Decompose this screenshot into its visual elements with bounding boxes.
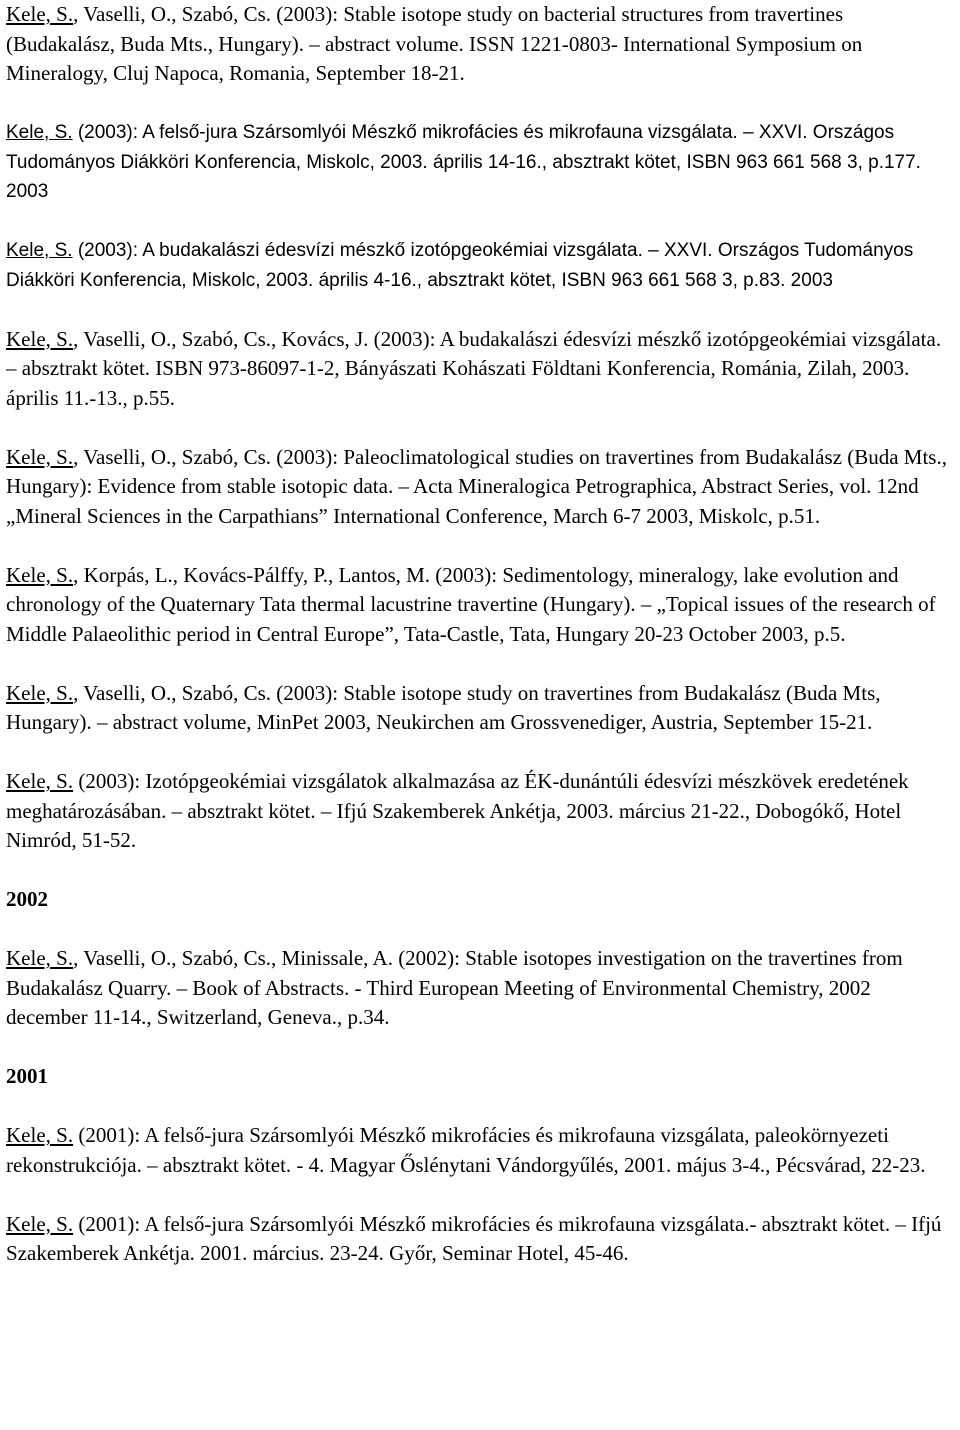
reference-entry [6, 767, 954, 856]
reference-entry [6, 1210, 954, 1269]
reference-text: , Vaselli, O., Szabó, Cs., Minissale, A. (2002): Stable isotopes investigation on the travertines from Budakalász Quarry. – Book of Abstracts. - Third European Meeting of Environmental Chemistry, 2002 december 11-14., Switzerland, Geneva., p.34. [6, 946, 903, 1029]
reference-text: , Vaselli, O., Szabó, Cs. (2003): Stable isotope study on travertines from Budakalász (Buda Mts, Hungary). – abstract volume, MinPet 2003, Neukirchen am Grossvenediger, Austria, September 15-21. [6, 680, 881, 734]
reference-text: , Vaselli, O., Szabó, Cs. (2003): Stable isotope study on bacterial structures from travertines (Budakalász, Buda Mts., Hungary). – abstract volume. ISSN 1221-0803- International Symposium on Mineralogy, Cluj Napoca, Romania, September 18-21. [6, 2, 863, 85]
reference-text: , Vaselli, O., Szabó, Cs., Kovács, J. (2003): A budakalászi édesvízi mészkő izotópgeokémiai vizsgálata. – absztrakt kötet. ISBN 973-86097-1-2, Bányászati Kohászati Földtani Konferencia, Románia, Zilah, 2003. április 11.-13., p.55. [6, 326, 942, 410]
reference-entry [6, 443, 954, 532]
author-link[interactable]: Kele, S. [6, 122, 73, 143]
author-link[interactable]: Kele, S. [6, 1123, 74, 1147]
year-heading: 2001 [6, 1064, 48, 1088]
reference-text: (2003): A felső-jura Szársomlyói Mészkő mikrofácies és mikrofauna vizsgálata. – XXVI. Országos Tudományos Diákköri Konferencia, Miskolc, 2003. április 14-16., absztrakt kötet, ISBN 963 661 568 3, p.177. 2003 [6, 122, 921, 202]
reference-text: (2003): A budakalászi édesvízi mészkő izotópgeokémiai vizsgálata. – XXVI. Országos Tudományos Diákköri Konferencia, Miskolc, 2003. április 4-16., absztrakt kötet, ISBN 963 661 568 3, p.83. 2003 [6, 240, 914, 291]
reference-entry [6, 1121, 954, 1180]
author-link[interactable]: Kele, S. [6, 1211, 74, 1236]
reference-text: , Vaselli, O., Szabó, Cs. (2003): Paleoclimatological studies on travertines from Budakalász (Buda Mts., Hungary): Evidence from stable isotopic data. – Acta Mineralogica Petrographica, Abstract Series, vol. 12nd „Mineral Sciences in the Carpathians” International Conference, March 6-7 2003, Miskolc, p.51. [6, 444, 947, 528]
author-link[interactable]: Kele, S. [6, 946, 74, 970]
reference-entry [6, 118, 954, 207]
reference-entry [6, 561, 954, 650]
reference-text: (2003): Izotópgeokémiai vizsgálatok alkalmazása az ÉK-dunántúli édesvízi mészkövek eredetének meghatározásában. – absztrakt kötet. – Ifjú Szakemberek Ankétja, 2003. március 21-22., Dobogókő, Hotel Nimród, 51-52. [6, 769, 909, 852]
reference-entry [6, 944, 954, 1033]
author-link[interactable]: Kele, S. [6, 680, 74, 705]
reference-entry [6, 0, 954, 89]
author-link[interactable]: Kele, S. [6, 562, 74, 587]
reference-entry [6, 325, 954, 414]
reference-text: (2001): A felső-jura Szársomlyói Mészkő mikrofácies és mikrofauna vizsgálata.- absztrakt kötet. – Ifjú Szakemberek Ankétja. 2001. március. 23-24. Győr, Seminar Hotel, 45-46. [6, 1211, 942, 1265]
author-link[interactable]: Kele, S. [6, 2, 74, 26]
author-link[interactable]: Kele, S. [6, 769, 74, 793]
author-link[interactable]: Kele, S. [6, 326, 74, 351]
reference-text: , Korpás, L., Kovács-Pálffy, P., Lantos, M. (2003): Sedimentology, mineralogy, lake evolution and chronology of the Quaternary Tata thermal lacustrine travertine (Hungary). – „Topical issues of the research of Middle Palaeolithic period in Central Europe”, Tata-Castle, Tata, Hungary 20-23 October 2003, p.5. [6, 562, 936, 646]
reference-entry [6, 236, 954, 295]
author-link[interactable]: Kele, S. [6, 240, 73, 261]
reference-entry [6, 679, 954, 738]
reference-text: (2001): A felső-jura Szársomlyói Mészkő mikrofácies és mikrofauna vizsgálata, paleokörnyezeti rekonstrukciója. – absztrakt kötet. - 4. Magyar Őslénytani Vándorgyűlés, 2001. május 3-4., Pécsvárad, 22-23. [6, 1123, 926, 1177]
year-heading: 2002 [6, 887, 48, 911]
author-link[interactable]: Kele, S. [6, 444, 74, 469]
